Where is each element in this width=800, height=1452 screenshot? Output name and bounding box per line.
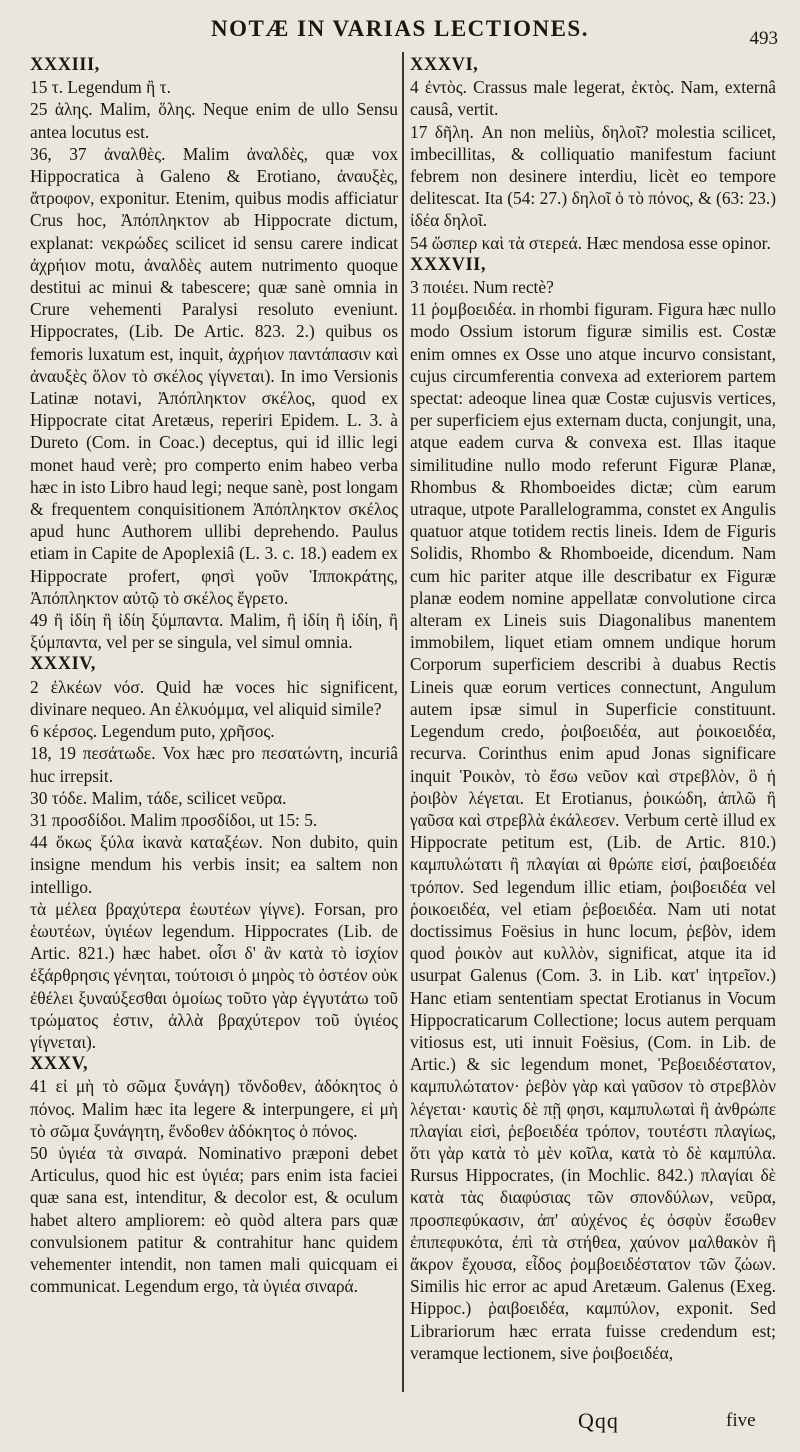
note-entry: 36, 37 ἀναλθὲς. Malim ἀναλδὲς, quæ vox Hippocratica à Galeno & Erotiano, ἀναυξὲς, ἄτροφον, exponitur. Etenim, quibus modis afficiatur Crus hoc, Ἀπόπληκτον ab Hippocrate dictum, explanat: νεκρώδες scilicet id sensu carere indicat ἀχρήιον motu, ἀναλδὲς autem nutrimento quoque destitui ac minui & tabescere; quæ sanè omnia in Crure vehementi Paralysi resoluto eveniunt. Hippocrates, (Lib. De Artic. 823. 2.) quibus os femoris luxatum est, inquit, ἀχρήιον παντάπασιν καὶ ἀναυξὲς ὅλον τὸ σκέλος γίγνεται). In imo Versionis Latinæ notavi, Ἀπόπληκτον σκέλος, quod ex Hippocrate citat Aretæus, reperiri Epidem. L. 3. à Dureto (Com. in Coac.) deceptus, qui id illic legi monet haud verè; pro comperto enim habeo verba hæc in isto Libro haud legi; neque sanè, post longam & frequentem conquisitionem Ἀπόπληκτον σκέλος apud hunc Authorem ullibi deprehendo. Paulus etiam in Capite de Apoplexiâ (L. 3. c. 18.) eadem ex Hippocrate profert, φησὶ γοῦν Ἱπποκράτης, Ἀπόπληκτον αὐτῷ τὸ σκέλος ἔγρετο. [30,143,398,608]
right-column [410,54,776,1364]
running-title: NOTÆ IN VARIAS LECTIONES. [211,16,589,41]
note-entry: 4 ἐντὸς. Crassus male legerat, ἐκτὸς. Nam, externâ causâ, vertit. [410,77,776,120]
note-entry: 31 προσδίδοι. Malim προσδίδοι, ut 15: 5. [30,809,318,830]
section-heading: XXXIII, [30,55,100,75]
section-heading: XXXVII, [410,254,486,275]
left-column [30,54,398,1297]
signature-mark: Qqq [578,1408,619,1433]
page-number: 493 [749,28,778,49]
section-heading: XXXIV, [30,654,96,675]
note-entry: 50 ὑγιέα τὰ σιναρά. Nominativo præponi debet Articulus, quod hic est ὑγιέα; pars enim ista faciei quæ sana est, intenditur, & decolor est, & oculum habet altero ampliorem: eò quòd altera pars quæ convulsionem patitur & contrahitur hanc quidem vehementer intendit, non tamen mali quicquam ei communicat. Legendum ergo, τὰ ὑγιέα σιναρά. [30,1142,398,1297]
note-entry: 54 ὥσπερ καὶ τὰ στερεά. Hæc mendosa esse opinor. [410,232,771,253]
catchword: five [726,1410,756,1431]
note-entry: τὰ μέλεα βραχύτερα ἑωυτέων γίγνε). Forsan, pro ἑωυτέων, ὑγιέων legendum. Hippocrates (Lib. de Artic. 821.) hæc habet. οἷσι δ' ἂν κατὰ τὸ ἰσχίον ἐξάρθρησις γένηται, τούτοισι ὁ μηρὸς τὸ ὀστέον οὐκ ἐθέλει ξυναύξεσθαι ὁμοίως τοῦτο γὰρ ἐγγυτάτω τοῦ τρώματος ἐστιν, ἀλλὰ βραχύτερον τοῦ ὑγιέος γίγνεται). [30,898,398,1052]
note-entry: 30 τόδε. Malim, τάδε, scilicet νεῦρα. [30,787,287,808]
note-entry: 6 κέρσος. Legendum puto, χρῆσος. [30,721,275,742]
note-entry: 18, 19 πεσάτωδε. Vox hæc pro πεσατώντη, incuriâ huc irrepsit. [30,743,398,786]
note-entry: 41 εἰ μὴ τὸ σῶμα ξυνάγη) τὄνδοθεν, ἀδόκητος ὁ πόνος. Malim hæc ita legere & interpungere, εἰ μὴ τὸ σῶμα ξυνάγητη, ἔνδοθεν ἀδόκητος ὁ πόνος. [30,1076,398,1141]
note-entry: 2 ἐλκέων νόσ. Quid hæ voces hic significent, divinare nequeo. An ἐλκυόμμα, vel aliquid simile? [30,676,398,719]
note-entry: 3 ποιέει. Num rectè? [410,277,554,298]
page-header [0,14,800,54]
section-heading: XXXV, [30,1054,89,1075]
note-entry: 44 ὅκως ξύλα ἱκανὰ καταξέων. Non dubito, quin insigne mendum his verbis insit; ea saltem non intelligo. [30,832,398,897]
note-entry: 15 τ. Legendum ἢ τ. [30,77,171,98]
note-entry: 11 ῥομβοειδέα. in rhombi figuram. Figura hæc nullo modo Ossium istorum figuræ similis est. Costæ enim omnes ex Osse uno atque incurvo consistant, cujus circumferentia convexa ad exteriorem partem spectat: adeoque linea quæ Costæ cujusvis vertices, per superficiem ejus externam ducta, conjungit, una, atque eadem curva & convexa est. Illas itaque similitudine nullo modo referunt Figuræ Planæ, Rhombus & Rhomboeides dictæ; cùm earum utraque, utpote Parallelogramma, constet ex Angulis quatuor atque totidem rectis lineis. Idem de Figuris Solidis, Rhombo & Rhomboeide, dicendum. Nam cum hic pariter atque ille describatur ex Figuræ planæ eodem nomine appellatæ convolutione circa alteram ex Lineis suis Diagonalibus manentem immobilem, liquet etiam omnem undique horum Corporum superficiem describi à duabus Rectis Lineis quæ eorum vertices connectunt, Angulum autem ipsæ simul in Superficie constituunt. Legendum credo, ῥοιβοειδέα, aut ῥοικοειδέα, recurva. Corinthus enim apud Jonas significare inquit Ῥοικὸν, τὸ ἔσω νεῦον καὶ στρεβλὸν, ὃ ἡ ῥοιβὸν λέγεται. Et Erotianus, ῥοικώδη, ἁπλῶ ἢ γαῦσα καὶ στρεβλὰ ἐκάλεσεν. Verbum certè illud ex Hippocrate petitum est, (Lib. de Artic. 810.) καμπυλώτατι ἢ πλαγίαι αἱ θρώπε εἰσί, ῥαιβοειδέα τρόπον. Sed legendum illic etiam, ῥοιβοειδέα vel ῥοικοειδέα, vel etiam ῥεβοειδέα. Nam uti notat doctissimus Foësius in hunc locum, ῥεβὸν, idem quod ῥοικὸν aut κυλλὸν, significat, atque ita id usurpat Galenus (Com. 3. in Lib. κατ' ἰητρεῖον.) Hanc etiam sententiam spectat Erotianus in Vocum Hippocraticarum Collectione; locus autem perquam vitiosus est, uti innuit Foësius, (Com. in Lib. de Artic.) & sic legendum monet, Ῥεβοειδέστατον, καμπυλώτατον· ῥεβὸν γὰρ καὶ γαῦσον τὸ στρεβλὸν λέγεται· καυτὶς δὲ πῇ φησι, καμπυλωταὶ ἢ ἀνθρώπε πλαγίαι εἰσὶ, ῥεβοειδέα τρόπον, τουτέστι πλαγίως, ὅτι γὰρ κατὰ τὸ μὲν κοῖλα, κατὰ τὸ δὲ καμπύλα. Rursus Hippocrates, (in Mochlic. 842.) πλαγίαι δὲ κατὰ τὰς διαφύσιας τῶν σπονδύλων, νεῦρα, προσπεφύκασιν, ἀπ' αὐχένος ἐς ὀσφὺν ἔσωθεν ἐπιπεφυκότα, ἐπὶ τὰ στήθεα, χαύνον μαλθακὸν ἢ ἄκρον ἔχουσα, εἶδος ῥομβοειδέστατον τῶν ζώων. Similis hic error ac apud Aretæum. Galenus (Exeg. Hippoc.) ῥαιβοειδέα, καμπύλον, exponit. Sed Librariorum hæc errata fuisse credendum est; veramque lectionem, sive ῥοιβοειδέα, [410,299,776,1363]
note-entry: 17 δῆλη. An non meliùs, δηλοῖ? molestia scilicet, imbecillitas, & colliquatio manifestum faciunt febrem non desinere interdiu, licèt eo tempore delitescat. Ita (54: 27.) δηλοῖ ὁ τὸ πόνος, & (63: 23.) ἰδέα δηλοῖ. [410,121,776,231]
column-divider [402,52,404,1392]
note-entry: 49 ἢ ἰδίη ἢ ἰδίη ξύμπαντα. Malim, ἢ ἰδίη ἢ ἰδίη, ἢ ξύμπαντα, vel per se singula, vel simul omnia. [30,610,398,653]
note-entry: 25 ἀλης. Malim, ὅλης. Neque enim de ullo Sensu antea locutus est. [30,99,398,142]
section-heading: XXXVI, [410,55,479,75]
